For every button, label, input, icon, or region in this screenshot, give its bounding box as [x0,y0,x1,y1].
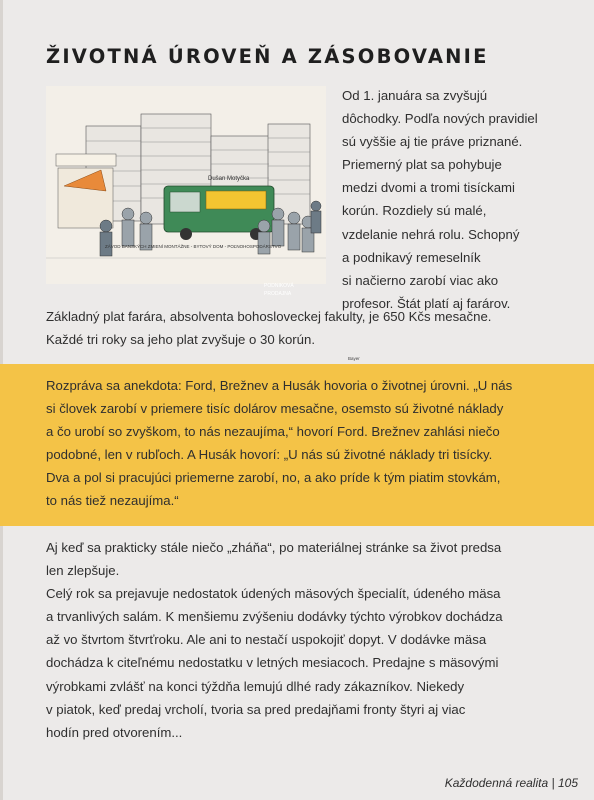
bus-sign-text [264,282,294,298]
footer-separator: | [551,776,555,790]
side-paragraph [342,84,582,315]
full-line: Základný plat farára, absolventa bohosloveckej fakulty, je 650 Kčs mesačne. [46,309,492,324]
body-line: Aj keď sa prakticky stále niečo „zháňa“, po materiálnej stránke sa život predsa [46,540,502,555]
page-number: 105 [557,776,578,790]
side-line: profesor. Štát platí aj farárov. [342,295,511,311]
illustration-signature: Bayer [348,356,360,361]
anecdote-line: a čo urobí so zvyškom, to nás nezaujíma,“ hovorí Ford. Brežnev zahlási niečo [46,424,500,440]
body-paragraph [46,536,586,744]
illustration-drawing [46,86,326,284]
anecdote-line: Rozpráva sa anekdota: Ford, Brežnev a Husák hovoria o životnej úrovni. „U nás [46,378,513,393]
illustration-sign-text: ZÁVOD BANSKÝCH ZMIENÍ MONTÁŽNE - BYTOVÝ DOM - POĽNOHOSPODÁRSTVO [105,244,282,249]
page-footer [445,776,578,790]
page-title: ŽIVOTNÁ ÚROVEŇ A ZÁSOBOVANIE [46,45,489,68]
footer-section: Každodenná realita [444,776,549,790]
full-line: Každé tri roky sa jeho plat zvyšuje o 30 korún. [46,332,316,348]
body-line: len zlepšuje. [46,563,120,579]
anecdote-line: podobné, len v rubľoch. A Husák hovorí: „U nás sú životné náklady tri tisícky. [46,447,493,463]
anecdote-paragraph [46,374,586,513]
bus-sign-line2: PRODAJNA [264,291,292,297]
illustration-caption: Dušan Motyčka [208,176,250,182]
body-line: až vo štvrtom štvrťroku. Ale ani to nestačí uspokojiť dopyt. V dodávke mäsa [46,632,487,648]
anecdote-line: Dva a pol si pracujúci priemerne zarobí, no, a ako príde k tým piatim stovkám, [46,470,501,486]
body-line: a trvanlivých salám. K menšiemu zvýšeniu dodávky týchto výrobkov dochádza [46,609,503,625]
side-line: vzdelanie nehrá rolu. Schopný [342,226,520,242]
body-line: Celý rok sa prejavuje nedostatok údených mäsových špecialít, údeného mäsa [46,586,501,602]
anecdote-line: to nás tiež nezaujíma.“ [46,493,179,509]
side-line: medzi dvomi a tromi tisíckami [342,180,515,196]
body-line: výrobkami zvlášť na konci týždňa lemujú dlhé rady zákazníkov. Niekedy [46,678,465,694]
side-line: dôchodky. Podľa nových pravidiel [342,111,538,127]
side-line: korún. Rozdiely sú malé, [342,203,487,219]
anecdote-line: si človek zarobí v priemere tisíc dolárov mesačne, osemsto sú životné náklady [46,401,504,417]
side-line: a podnikavý remeselník [342,249,481,265]
side-line: Priemerný plat sa pohybuje [342,157,502,173]
body-line: hodín pred otvorením... [46,724,183,740]
body-line: dochádza k citeľnému nedostatku v letných mesiacoch. Predajne s mäsovými [46,655,499,671]
body-line: v piatok, keď predaj vrcholí, tvoria sa pred predajňami fronty štyri aj viac [46,701,466,717]
side-line: Od 1. januára sa zvyšujú [342,88,488,103]
full-width-paragraph [46,305,566,351]
bus-sign-line1: PODNIKOVÁ [264,283,294,289]
side-line: sú vyššie aj tie práve priznané. [342,134,523,150]
side-line: si načierno zarobí viac ako [342,272,499,288]
